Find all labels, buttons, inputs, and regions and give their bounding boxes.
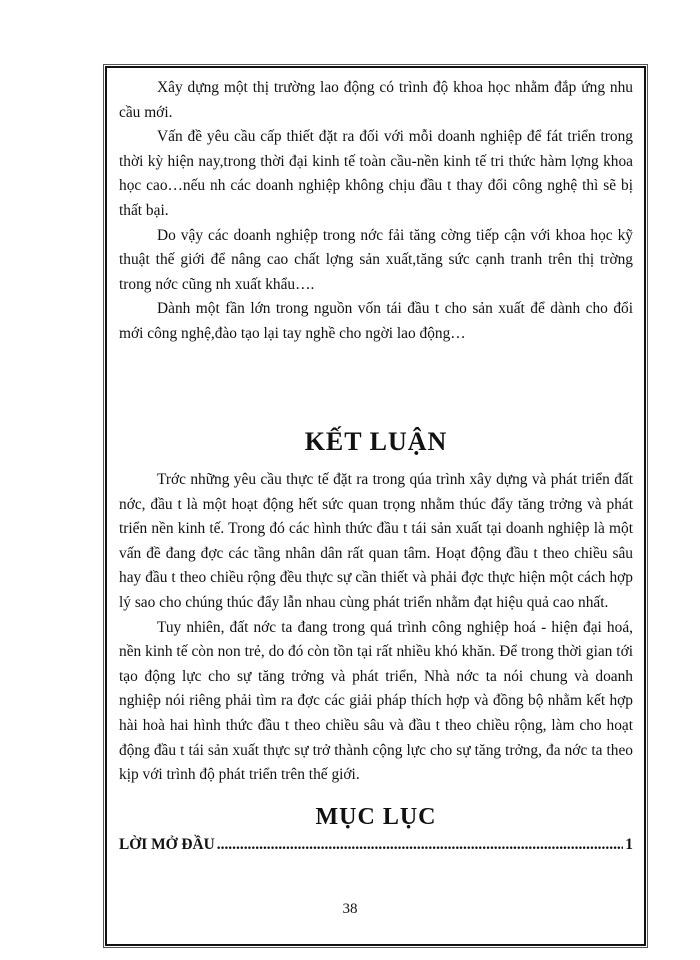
toc-heading: MỤC LỤC (315, 804, 437, 830)
paragraph: Trớc những yêu cầu thực tế đặt ra trong qúa trình xây dựng và phát triển đất nớc, đầu t là một hoạt động hết sức quan trọng nhằm thúc đẩy tăng trởng và phát triển nền kinh tế. Trong đó các hình thức đầu t tái sản xuất tại doanh nghiệp là một vấn đề đang đợc các tầng nhân dân rất quan tâm. Hoạt động đầu t theo chiều sâu hay đầu t theo chiều rộng đều thực sự cần thiết và phải đợc thực hiện một cách hợp lý sao cho chúng thúc đẩy lẫn nhau cùng phát triển nhằm đạt hiệu quả cao nhất. (119, 471, 633, 611)
paragraph: Xây dựng một thị trường lao động có trình độ khoa học nhằm đắp ứng nhu cầu mới. (119, 79, 633, 121)
paragraph: Dành một fần lớn trong nguồn vốn tái đầu t cho sản xuất để dành cho đổi mới công nghệ,đào tạo lại tay nghề cho ngời lao động… (119, 300, 633, 342)
toc-entry-label: LỜI MỞ ĐẦU (119, 836, 215, 853)
intro-text-block (119, 76, 633, 347)
paragraph: Do vậy các doanh nghiệp trong nớc fải tăng cờng tiếp cận với khoa học kỹ thuật thế giới để nâng cao chất lợng sản xuất,tăng sức cạnh tranh trên thị trờng trong nớc cũng nh xuất khẩu…. (119, 226, 633, 293)
paragraph: Vấn đề yêu cầu cấp thiết đặt ra đối với mỗi doanh nghiệp để fát triển trong thời kỳ hiện nay,trong thời đại kinh tế toàn cầu-nền kinh tế tri thức hàm lợng khoa học cao…nếu nh các doanh nghiệp không chịu đầu t thay đổi công nghệ thì sẽ bị thất bại. (119, 128, 633, 219)
page-number: 38 (342, 901, 358, 917)
conclusion-heading: KẾT LUẬN (304, 427, 448, 456)
toc-entry[interactable] (119, 836, 633, 854)
toc-leader-dots (217, 836, 624, 854)
paragraph: Tuy nhiên, đất nớc ta đang trong quá trình công nghiệp hoá - hiện đại hoá, nền kinh tế còn non trẻ, do đó còn tồn tại rất nhiều khó khăn. Để trong thời gian tới tạo động lực cho sự tăng trởng và phát triển, Nhà nớc ta nói chung và doanh nghiệp nói riêng phải tìm ra đợc các giải pháp thích hợp và đồng bộ nhằm kết hợp hài hoà hai hình thức đầu t theo chiều sâu và đầu t theo chiều rộng, làm cho hoạt động đầu t tái sản xuất thực sự trở thành cộng lực cho sự tăng trởng, đa nớc ta theo kịp với trình độ phát triển trên thế giới. (119, 618, 633, 784)
toc-entry-page: 1 (625, 836, 633, 853)
conclusion-text-block (119, 468, 633, 788)
